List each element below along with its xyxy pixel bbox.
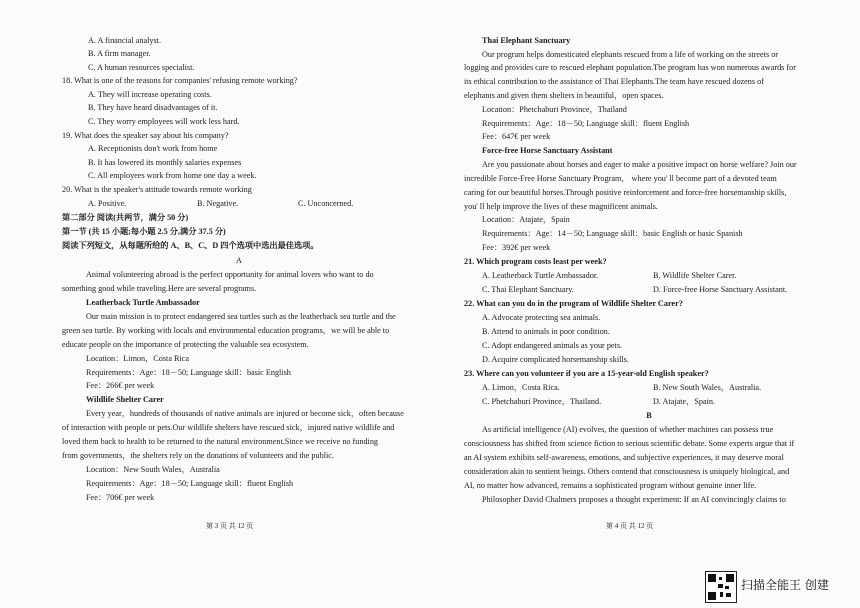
passage-b-line-2: consciousness has shifted from science fiction to serious scientific debate. Some experts argue that if [464, 439, 795, 448]
q22-option-c: C. Adopt endangered animals as your pets. [482, 341, 623, 350]
q23-option-a: A. Limon，Costa Rica. [482, 383, 560, 392]
program2-title: Wildlife Shelter Carer [86, 395, 164, 404]
camscanner-watermark: 扫描全能王 创建 [741, 578, 829, 592]
passage-label-a: A [236, 256, 242, 265]
program1-location: Location：Limon，Costa Rica [86, 354, 190, 363]
program4-body-4: you' ll help improve the lives of these magnificent animals. [464, 202, 658, 211]
q23-option-c: C. Phetchaburi Province，Thailand. [482, 397, 602, 406]
q18-option-c: C. They worry employees will work less hard. [88, 117, 240, 126]
program3-location: Location：Phetchaburi Province，Thailand [482, 105, 627, 114]
program4-requirements: Requirements：Age：14－50; Language skill：basic English or basic Spanish [482, 229, 743, 238]
q19-stem: 19. What does the speaker say about his company? [62, 131, 229, 140]
q19-option-a: A. Receptionists don't work from home [88, 144, 218, 153]
q19-option-c: C. All employees work from home one day a week. [88, 171, 257, 180]
program3-body-1: Our program helps domesticated elephants rescued from a life of working on the streets or [482, 50, 779, 59]
passage-b-line-6: Philosopher David Chalmers proposes a thought experiment: If an AI convincingly claims to [482, 495, 786, 504]
program1-title: Leatherback Turtle Ambassador [86, 298, 200, 307]
passage-b-line-1: As artificial intelligence (AI) evolves, the question of whether machines can possess true [482, 425, 774, 434]
part2-title: 第二部分 阅读(共两节，满分 50 分) [62, 213, 189, 222]
program2-body-3: loved them back to health to be returned to the natural environment.Since we receive no funding [62, 437, 379, 446]
q20-option-c: C. Unconcerned. [298, 199, 354, 208]
program2-body-4: from governments，the shelters rely on the donations of volunteers and the public. [62, 451, 334, 460]
right-page [440, 0, 860, 560]
q18-stem: 18. What is one of the reasons for companies' refusing remote working? [62, 76, 298, 85]
q23-option-d: D. Atajate，Spain. [653, 397, 716, 406]
program3-fee: Fee：647€ per week [482, 132, 551, 141]
program1-requirements: Requirements：Age：18－50; Language skill：basic English [86, 368, 291, 377]
program4-body-1: Are you passionate about horses and eager to make a positive impact on horse welfare? Join our [482, 160, 797, 169]
program3-body-4: elephants and given them shelters in beautiful，open spaces. [464, 91, 664, 100]
program2-location: Location：New South Wales，Australia [86, 465, 220, 474]
program4-body-2: incredible Force-Free Horse Sanctuary Program， where you' ll become part of a devoted team [464, 174, 777, 183]
program2-requirements: Requirements：Age：18－50; Language skill：fluent English [86, 479, 294, 488]
q18-option-b: B. They have heard disadvantages of it. [88, 103, 218, 112]
program3-title: Thai Elephant Sanctuary [482, 36, 571, 45]
section1-title: 第一节 (共 15 小题;每小题 2.5 分,满分 37.5 分) [62, 227, 226, 236]
program2-body-1: Every year，hundreds of thousands of native animals are injured or become sick，often because [86, 409, 404, 418]
q17-option-a: A. A financial analyst. [88, 36, 161, 45]
q21-option-a: A. Leatherback Turtle Ambassador. [482, 271, 599, 280]
program2-fee: Fee：706€ per week [86, 493, 155, 502]
program3-body-2: logging and provides care to rescued elephant population.The program has won numerous awards for [464, 63, 796, 72]
q21-option-c: C. Thai Elephant Sanctuary. [482, 285, 574, 294]
q19-option-b: B. It has lowered its monthly salaries expenses [88, 158, 242, 167]
reading-instruction: 阅读下列短文，从每题所给的 A、B、C、D 四个选项中选出最佳选项。 [62, 241, 319, 250]
q20-stem: 20. What is the speaker's attitude towards remote working [62, 185, 252, 194]
intro-line-2: something good while traveling.Here are several programs. [62, 284, 257, 293]
program4-body-3: caring for our beautiful horses.Through positive reinforcement and force-free horsemanship skills, [464, 188, 787, 197]
q17-option-c: C. A human resources specialist. [88, 63, 195, 72]
q23-option-b: B. New South Wales，Australia. [653, 383, 762, 392]
page-footer-left: 第 3 页 共 12 页 [206, 522, 254, 530]
q22-option-a: A. Advocate protecting sea animals. [482, 313, 601, 322]
passage-b-line-3: an AI system exhibits self-awareness, emotions, and subjective experiences, it may deserve moral [464, 453, 784, 462]
q22-stem: 22. What can you do in the program of Wildlife Shelter Carer? [464, 299, 683, 308]
program2-body-2: of interaction with people or pets.Our wildlife shelters have rescued sick，injured native wildlife and [62, 423, 395, 432]
program3-requirements: Requirements：Age：18－50; Language skill：fluent English [482, 119, 690, 128]
q21-option-d: D. Force-free Horse Sanctuary Assistant. [653, 285, 788, 294]
program4-title: Force-free Horse Sanctuary Assistant [482, 146, 613, 155]
intro-line-1: Animal volunteering abroad is the perfect opportunity for animal lovers who want to do [86, 270, 374, 279]
program3-body-3: its ethical contribution to the assistance of Thai Elephants.The team have rescued dozens of [464, 77, 764, 86]
program4-location: Location：Atajate，Spain [482, 215, 570, 224]
q22-option-d: D. Acquire complicated horsemanship skills. [482, 355, 629, 364]
program4-fee: Fee：392€ per week [482, 243, 551, 252]
passage-b-line-4: consideration akin to sentient beings. Others contend that consciousness is uniquely biological, and [464, 467, 790, 476]
q21-option-b: B. Wildlife Shelter Carer. [653, 271, 737, 280]
q21-stem: 21. Which program costs least per week? [464, 257, 607, 266]
q23-stem: 23. Where can you volunteer if you are a 15-year-old English speaker? [464, 369, 709, 378]
q18-option-a: A. They will increase operating costs. [88, 90, 212, 99]
page-footer-right: 第 4 页 共 12 页 [606, 522, 654, 530]
passage-label-b: B [646, 411, 652, 420]
q20-option-a: A. Positive. [88, 199, 127, 208]
q20-option-b: B. Negative. [197, 199, 239, 208]
q22-option-b: B. Attend to animals in poor condition. [482, 327, 610, 336]
program1-body-2: green sea turtle. By working with locals and environmental education programs，we will be able to [62, 326, 390, 335]
program1-body-3: educate people on the importance of protecting the valuable sea ecosystem. [62, 340, 309, 349]
program1-fee: Fee：266€ per week [86, 381, 155, 390]
left-page [0, 0, 430, 560]
program1-body-1: Our main mission is to protect endangered sea turtles such as the leatherback sea turtle and the [86, 312, 396, 321]
passage-b-line-5: AI, no matter how advanced, remains a sophisticated program without genuine inner life. [464, 481, 757, 490]
qr-code-icon [705, 571, 737, 603]
q17-option-b: B. A firm manager. [88, 49, 151, 58]
